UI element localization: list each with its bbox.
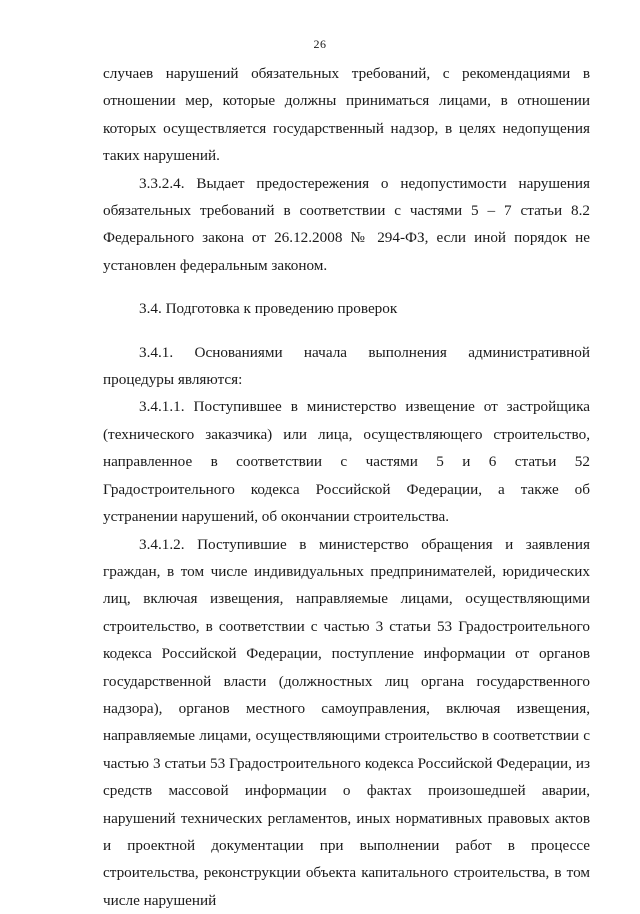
page-number: 26	[0, 37, 640, 52]
section-heading-3-4: 3.4. Подготовка к проведению проверок	[103, 295, 590, 322]
document-body	[103, 60, 590, 914]
paragraph-3-4-1: 3.4.1. Основаниями начала выполнения административной процедуры являются:	[103, 339, 590, 394]
paragraph-3-4-1-1: 3.4.1.1. Поступившее в министерство извещение от застройщика (технического заказчика) или лица, осуществляющего строительство, направленное в соответствии с частями 5 и 6 статьи 52 Градостроительного кодекса Российской Федерации, а также об устранении нарушений, об окончании строительства.	[103, 393, 590, 530]
paragraph-continuation: случаев нарушений обязательных требований, с рекомендациями в отношении мер, которые должны приниматься лицами, в отношении которых осуществляется государственный надзор, в целях недопущения таких нарушений.	[103, 60, 590, 170]
paragraph-3-4-1-2: 3.4.1.2. Поступившие в министерство обращения и заявления граждан, в том числе индивидуальных предпринимателей, юридических лиц, включая извещения, направляемые лицами, осуществляющими строительство, в соответствии с частью 3 статьи 53 Градостроительного кодекса Российской Федерации, поступление информации от органов государственной власти (должностных лиц органа государственного надзора), органов местного самоуправления, включая извещения, направляемые лицами, осуществляющими строительство в соответствии с частью 3 статьи 53 Градостроительного кодекса Российской Федерации, из средств массовой информации о фактах произошедшей аварии, нарушений технических регламентов, иных нормативных правовых актов и проектной документации при выполнении работ в процессе строительства, реконструкции объекта капитального строительства, в том числе нарушений	[103, 531, 590, 914]
paragraph-3-3-2-4: 3.3.2.4. Выдает предостережения о недопустимости нарушения обязательных требований в соответствии с частями 5 – 7 статьи 8.2 Федерального закона от 26.12.2008 № 294-ФЗ, если иной порядок не установлен федеральным законом.	[103, 170, 590, 280]
